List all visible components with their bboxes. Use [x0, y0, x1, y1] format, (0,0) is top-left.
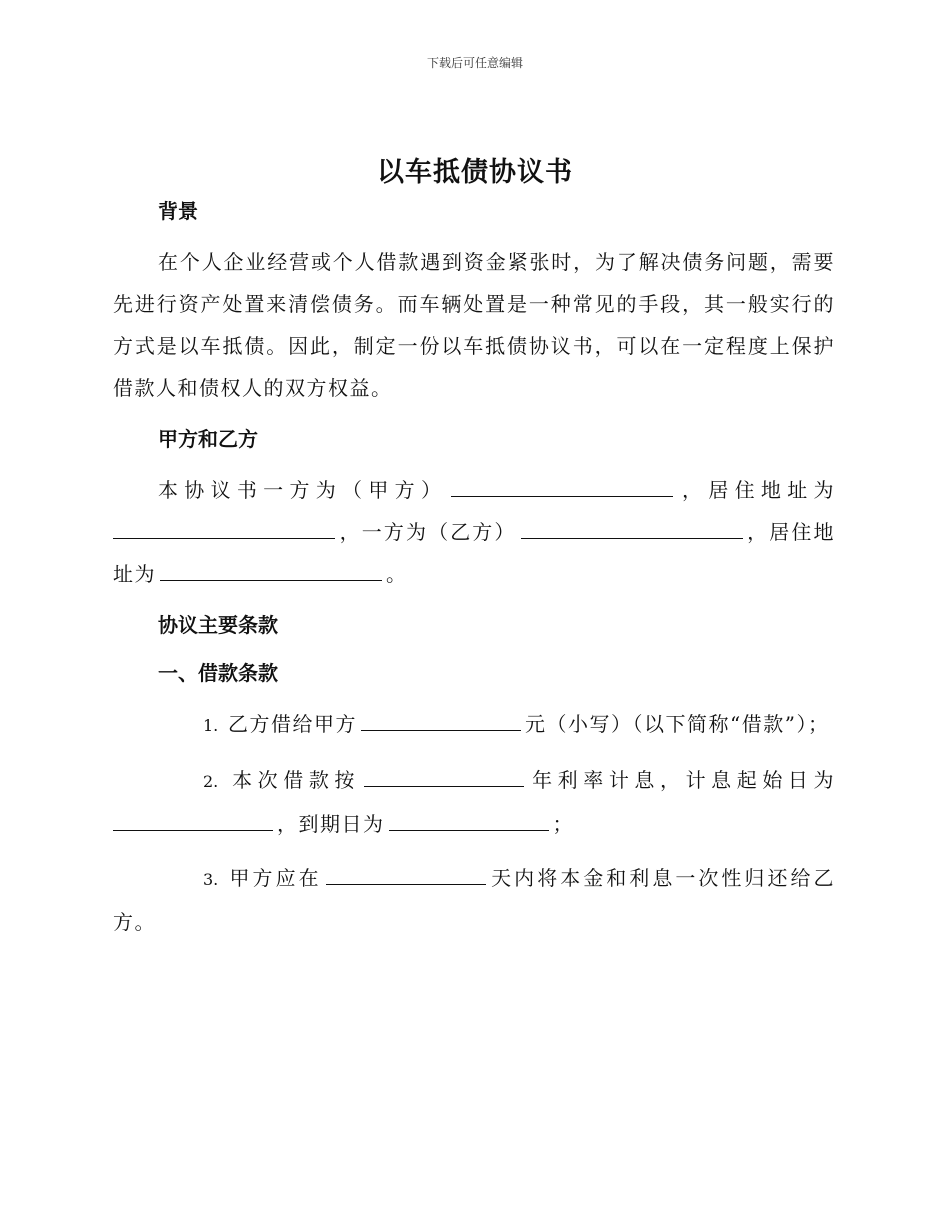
item-3-text-b: 天内将本金和利息一次性归还给乙: [489, 866, 835, 890]
loan-item-2: [113, 759, 835, 845]
page-header: 下载后可任意编辑: [426, 56, 523, 70]
section-heading-terms: 协议主要条款: [158, 613, 278, 637]
item-1-text-b: 元（小写）（以下简称“借: [525, 712, 764, 736]
section-heading-loan: 一、借款条款: [158, 661, 278, 685]
due-date-blank[interactable]: [389, 810, 549, 831]
background-paragraph: 在个人企业经营或个人借款遇到资金紧张时，为了解决债务问题，需要先进行资产处置来清偿债务。而车辆处置是一种常见的手段，其一般实行的方式是以车抵债。因此，制定一份以车抵债协议书，可以在一定程度上保护借款人和债权人的双方权益。: [113, 250, 835, 400]
party-b-name-blank[interactable]: [521, 518, 743, 539]
loan-item-1: [113, 703, 835, 747]
party-a-name-blank[interactable]: [451, 476, 673, 497]
item-1-text-c: 款”）；: [763, 712, 830, 736]
item-number: 3.: [203, 870, 219, 889]
loan-amount-blank[interactable]: [361, 710, 521, 731]
repayment-days-blank[interactable]: [326, 864, 486, 885]
parties-paragraph: [113, 469, 835, 595]
item-number: 1.: [203, 716, 219, 735]
parties-text-1: 本协议书一方为（甲方）: [158, 478, 448, 502]
parties-text-3: ，一方为（乙方）: [339, 520, 517, 544]
loan-item-3: [113, 857, 835, 943]
item-2-text-a: 本次借款按: [228, 768, 360, 792]
item-3-text-a: 甲方应在: [228, 866, 322, 890]
item-number: 2.: [203, 772, 219, 791]
parties-text-5: 址为: [113, 562, 156, 586]
interest-rate-blank[interactable]: [364, 766, 524, 787]
party-a-address-blank[interactable]: [113, 518, 335, 539]
item-1-text-a: 乙方借给甲方: [228, 712, 357, 736]
item-2-text-d: ；: [552, 812, 574, 836]
item-3-text-c: 方。: [113, 910, 156, 934]
party-b-address-blank[interactable]: [160, 560, 382, 581]
item-2-text-c: ，到期日为: [277, 812, 385, 836]
parties-text-4: ，居住地: [746, 520, 836, 544]
parties-text-6: 。: [386, 562, 408, 586]
section-heading-background: 背景: [158, 199, 198, 223]
section-heading-parties: 甲方和乙方: [158, 427, 258, 451]
document-body: [113, 193, 835, 943]
document-title: 以车抵债协议书: [377, 157, 573, 188]
start-date-blank[interactable]: [113, 810, 273, 831]
parties-text-2: ，居住地址为: [677, 478, 836, 502]
item-2-text-b: 年利率计息，计息起始日为: [528, 768, 835, 792]
